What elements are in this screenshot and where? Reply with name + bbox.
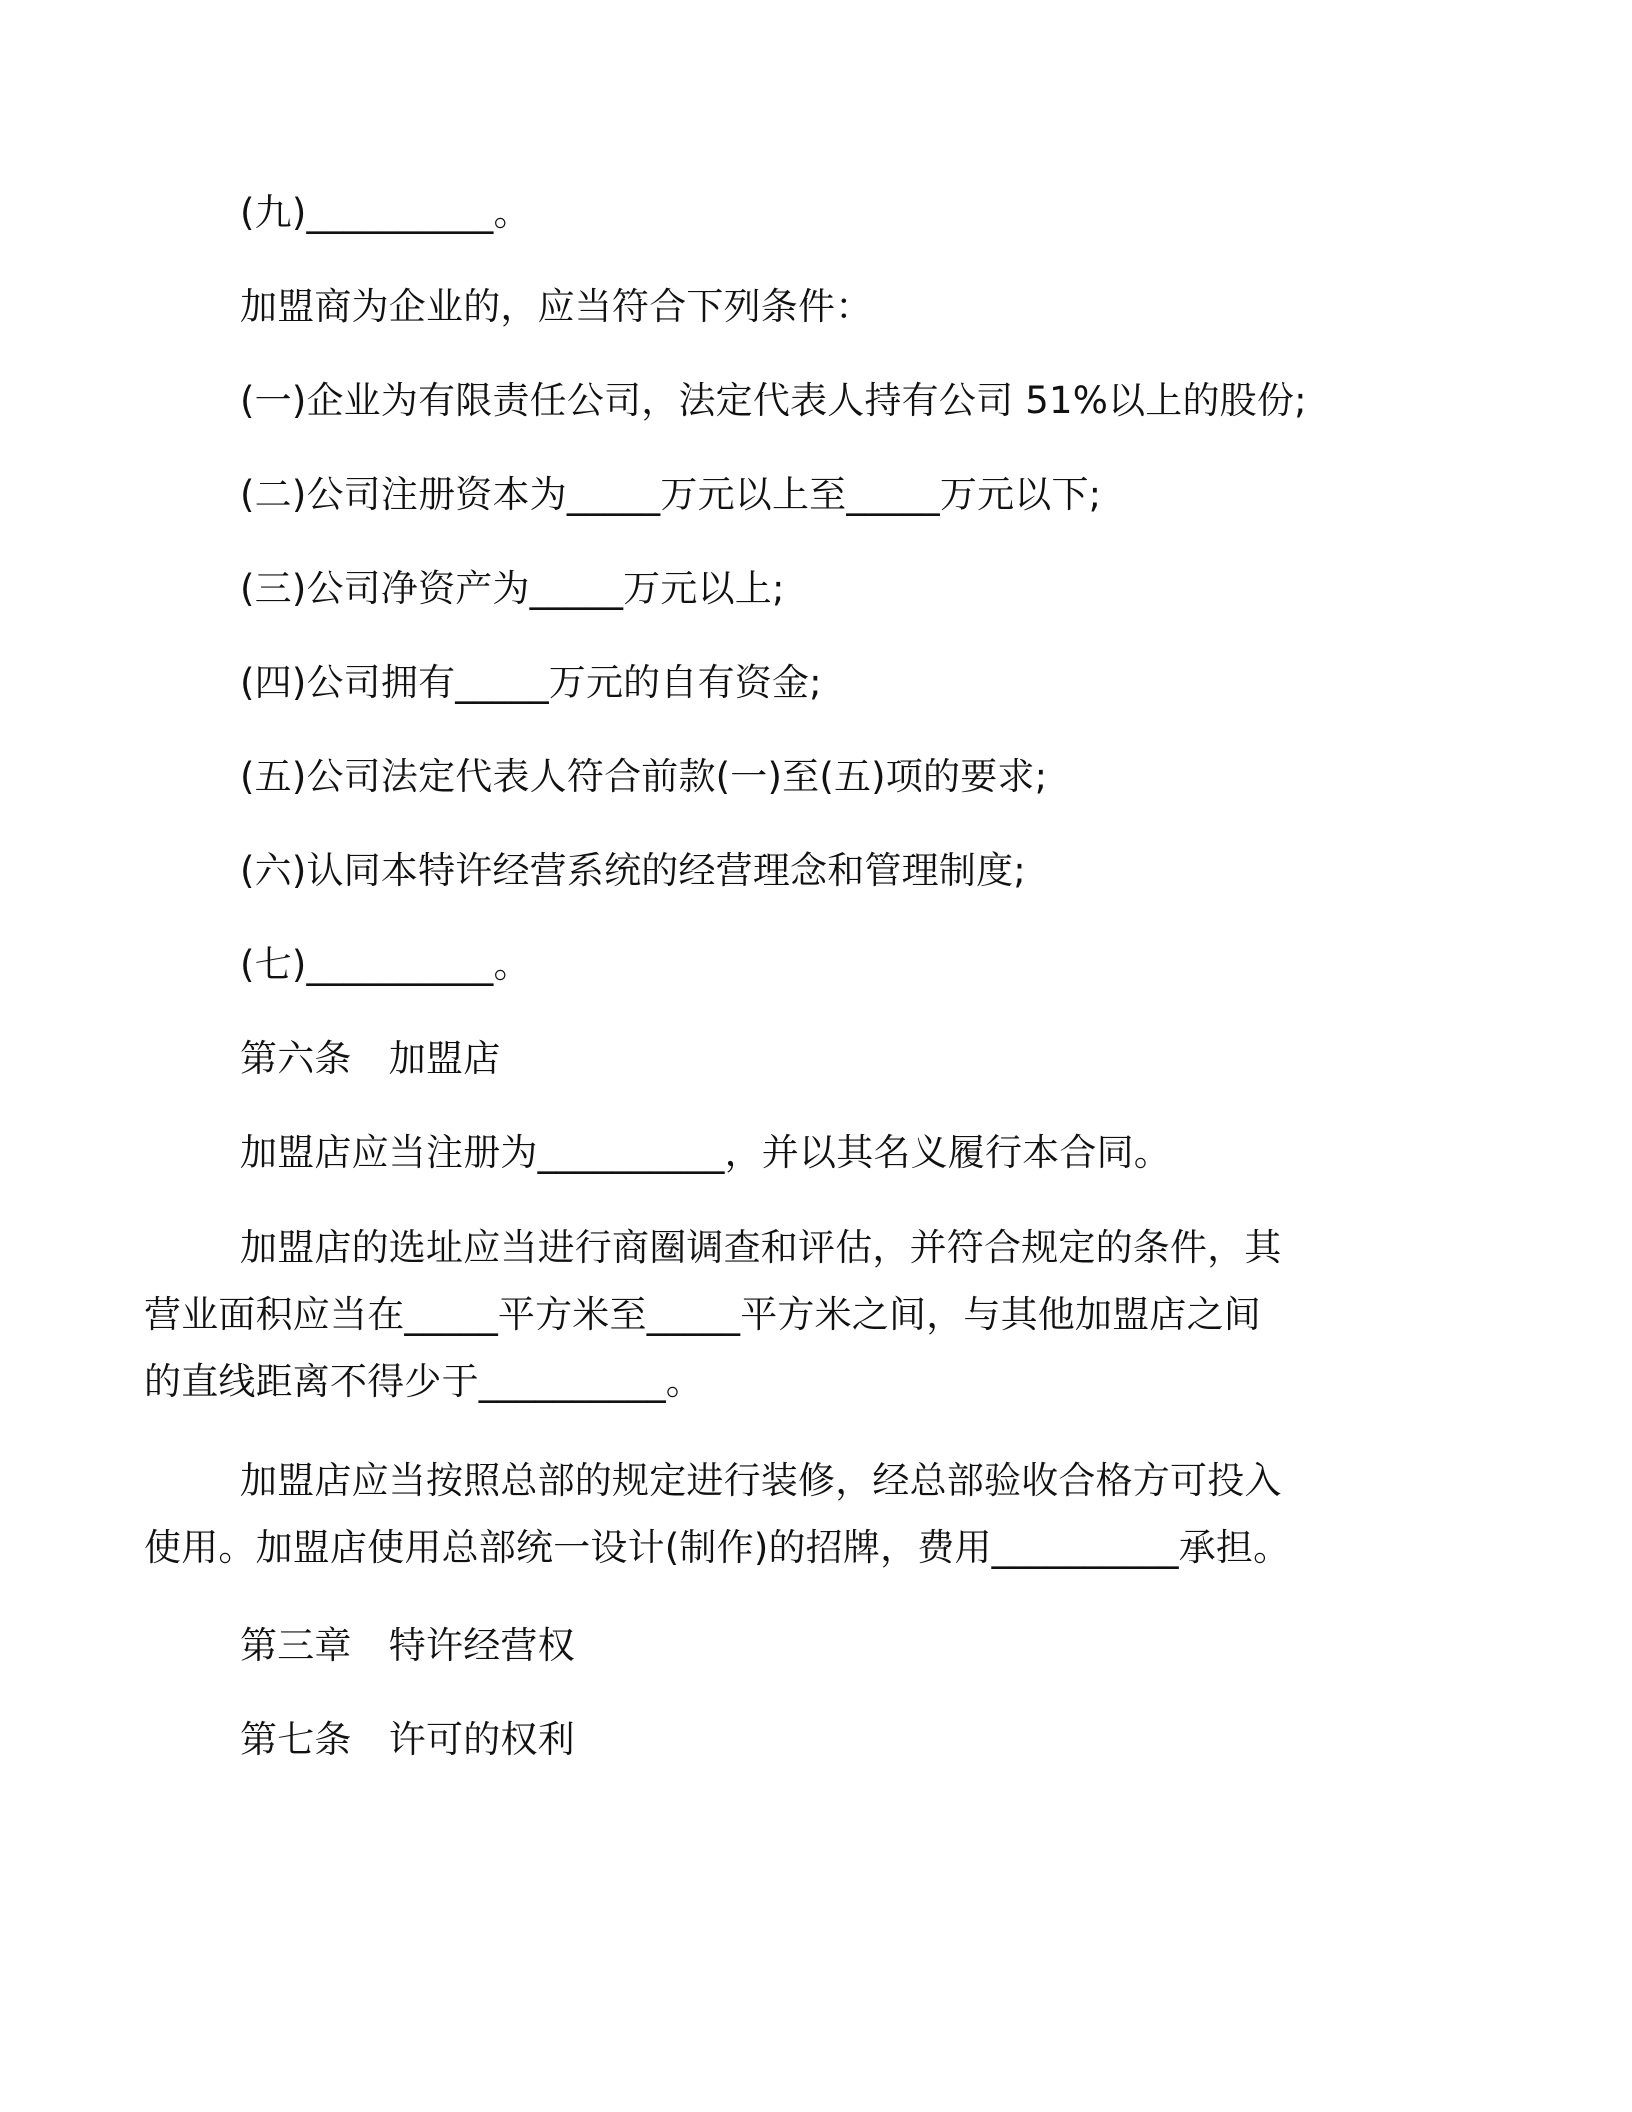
document-body — [144, 180, 1380, 1773]
decoration-paragraph — [144, 1447, 1380, 1581]
condition-five: (五)公司法定代表人符合前款(一)至(五)项的要求; — [240, 755, 1048, 798]
store-registration: 加盟店应当注册为__________，并以其名义履行本合同。 — [240, 1131, 1171, 1174]
article-six-heading: 第六条 加盟店 — [240, 1037, 501, 1080]
condition-one: (一)企业为有限责任公司，法定代表人持有公司 51%以上的股份; — [240, 379, 1307, 422]
condition-four: (四)公司拥有_____万元的自有资金; — [240, 661, 822, 704]
condition-seven: (七)__________。 — [240, 943, 531, 986]
decoration-line-2: 使用。加盟店使用总部统一设计(制作)的招牌，费用__________承担。 — [144, 1526, 1291, 1569]
site-selection-line-3: 的直线距离不得少于__________。 — [144, 1360, 703, 1403]
condition-three: (三)公司净资产为_____万元以上; — [240, 567, 785, 610]
chapter-three-heading: 第三章 特许经营权 — [240, 1624, 575, 1667]
site-selection-line-1: 加盟店的选址应当进行商圈调查和评估，并符合规定的条件，其 — [240, 1226, 1282, 1269]
condition-two: (二)公司注册资本为_____万元以上至_____万元以下; — [240, 473, 1102, 516]
decoration-line-1: 加盟店应当按照总部的规定进行装修，经总部验收合格方可投入 — [240, 1459, 1282, 1502]
article-seven-heading: 第七条 许可的权利 — [240, 1718, 575, 1761]
site-selection-paragraph — [144, 1214, 1380, 1415]
site-selection-line-2: 营业面积应当在_____平方米至_____平方米之间，与其他加盟店之间 — [144, 1293, 1261, 1336]
condition-six: (六)认同本特许经营系统的经营理念和管理制度; — [240, 849, 1026, 892]
enterprise-conditions-intro: 加盟商为企业的，应当符合下列条件： — [240, 285, 873, 328]
item-nine: (九)__________。 — [240, 191, 531, 234]
